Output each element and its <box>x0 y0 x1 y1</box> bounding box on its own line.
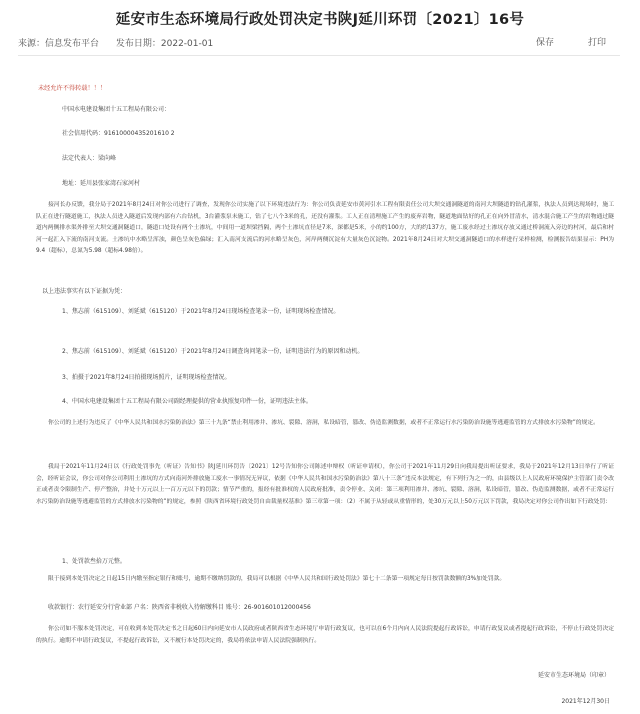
evidence-item: 1、焦志前（615109）、刘延斌（615120）于2021年8月24日现场检查笔录一份，证明现场检查情况。 <box>62 308 340 315</box>
appeal-paragraph: 你公司如不服本处罚决定，可在收到本处罚决定书之日起60日内向延安市人民政府或者陕西省生态环境厅申请行政复议，也可以在6个月内向人民法院提起行政诉讼，申请行政复议或者提起行政诉讼，不停止行政处罚决定的执行。逾期不申请行政复议，不提起行政诉讼，又不履行本处罚决定的，我局将依法申请人民法院强制执行。 <box>36 626 614 644</box>
evidence-item: 2、焦志前（615109）、刘延斌（615120）于2021年8月24日调查询问笔录一份，证明违法行为的原因和动机。 <box>62 348 364 355</box>
meta-info <box>18 36 227 49</box>
evidence-item: 4、中国水电建设集团十五工程局有限公司副经理提供的营业执照复印件一份，证明违法主体。 <box>62 398 312 405</box>
publish-date: 发布日期：2022-01-01 <box>115 39 214 49</box>
copyright-notice: 未经允许不得转载！！！ <box>38 85 107 92</box>
facts-paragraph: 接河长办反馈，我分局于2021年8月24日对你公司进行了调查，发现你公司实施了以下环境违法行为：你公司负责延安市黄河引水工程有限责任公司大坝交通洞隧道的南河大坝隧道的钻孔灌浆，执法人员到达现场时，施工队正在进行隧道施工，执法人员进入隧道后发现内部有六台钻机，3台灌浆泵未施工，钻了七八个3米的孔，还没有灌浆。工人正在清理施工产生的废弃岩物，隧道地面钻好的孔正在向外冒清水，清水混合施工产生的岩物通过隧道内两侧排水渠外排至大坝交通洞隧道口，隧道口处设有两个土渗坑，中间用一道坝梁挡隔，两个土渗坑直径是7米，深都是5米，小的约100方，大的约137方，施工废水经过土渗坑存放又通过桥洞流入旁边的村河，最后和村河一起汇入下流的南河支流。土渗坑中水略呈浑浊，颜色呈灰色偏绿；汇入南河支流后的河水略呈灰色，河岸两侧沉淀有大量灰色沉淀物。2021年8月24日对大坝交通洞隧道口的水样进行采样检测，检测报告结果显示：PH为9.4（超标），总氮为5.98（超标4.98倍）。 <box>36 202 614 254</box>
payment-paragraph: 限于接到本处罚决定之日起15日内缴至指定银行和账号，逾期不缴纳罚款的，我局可以根据《中华人民共和国行政处罚法》第七十二条第一项规定每日按罚款数额的3%加处罚款。 <box>48 576 506 582</box>
party-name: 中国水电建设集团十五工程局有限公司： <box>62 106 171 113</box>
source-label: 来源：信息发布平台 <box>18 39 100 49</box>
print-button[interactable]: 打印 <box>587 38 606 48</box>
legal-representative: 法定代表人：梁向峰 <box>62 155 117 162</box>
penalty-item: 1、处罚款叁拾万元整。 <box>62 558 126 565</box>
divider <box>18 55 620 56</box>
save-button[interactable]: 保存 <box>535 38 554 48</box>
evidence-item: 3、拍摄于2021年8月24日拍摄现场照片，证明现场检查情况。 <box>62 374 231 381</box>
issue-date: 2021年12月30日 <box>561 698 610 705</box>
violation-paragraph: 你公司的上述行为违反了《中华人民共和国水污染防治法》第三十九条“禁止利用渗井、渗坑、裂隙、溶洞，私设暗管，篡改、伪造监测数据，或者不正常运行水污染防治设施等逃避监管的方式排放水污染物”的规定。 <box>48 420 599 426</box>
hearing-paragraph: 我局于2021年11月24日以《行政处罚事先（听证）告知书》陕J延川环罚告〔2021〕12号告知你公司陈述申辩权（听证申请权），你公司于2021年11月29日向我局提出听证要求，我局于2021年12月13日举行了听证会，经听证会议，你公司对你公司利用土渗坑的方式向南河外排放施工废水一事情况无异议，依据《中华人民共和国水污染防治法》第八十三条“违反本法规定，有下列行为之一的，由县级以上人民政府环境保护主管部门责令改正或者责令限制生产、停产整治，并处十万元以上一百万元以下的罚款；情节严重的，报经有批准权的人民政府批准，责令停业、关闭：第三项利用渗井、渗坑、裂隙、溶洞，私设暗管，篡改、伪造监测数据，或者不正常运行水污染防治设施等逃避监管的方式排放水污染物的”的规定，参照《陕西省环境行政处罚自由裁量权基准》第三章第一项：（2）不属于从轻或从重情形的，处30万元以上50万元以下罚款，我局决定对你公司作出如下行政处罚： <box>36 464 614 505</box>
evidence-intro: 以上违法事实有以下证据为凭： <box>42 288 127 295</box>
credit-code: 社会信用代码：91610000435201610 2 <box>62 130 175 137</box>
address: 地址：延川县张家湾石家河村 <box>62 180 141 187</box>
page-title: 延安市生态环境局行政处罚决定书陕J延川环罚〔2021〕16号 <box>115 12 525 28</box>
issuer-signature: 延安市生态环境局（印章） <box>537 672 610 679</box>
bank-account: 收款银行：农行延安分行营业部 户名：陕西省非税收入待解缴科目 账号：26-901601012000456 <box>48 604 311 611</box>
action-bar <box>536 35 606 48</box>
